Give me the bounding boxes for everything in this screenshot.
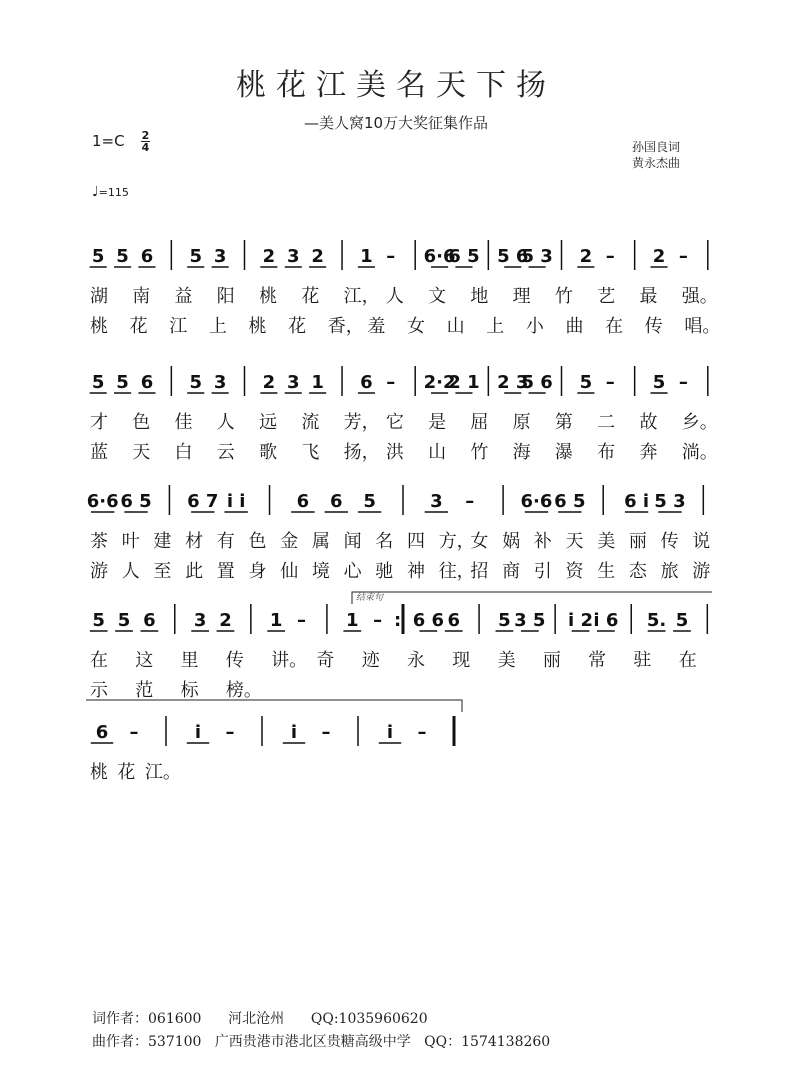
lyric-char: 香， bbox=[327, 316, 364, 337]
score-note: i bbox=[386, 722, 394, 743]
lyric-char: 理 bbox=[512, 286, 531, 307]
lyric-char: 美 bbox=[497, 650, 516, 671]
lyric-char: 人 bbox=[121, 561, 140, 582]
lyric-char: 引 bbox=[533, 561, 552, 582]
lyric-char: 传 bbox=[225, 650, 244, 671]
lyric-char: 现 bbox=[452, 650, 471, 671]
lyric-char: 在 bbox=[678, 650, 697, 671]
score-note: 6·6 bbox=[520, 491, 553, 512]
footer-lyricist-label: 词作者： bbox=[92, 1011, 148, 1027]
quarter-note-icon: ♩ bbox=[92, 184, 99, 200]
lyric-char: 闻 bbox=[343, 531, 362, 552]
lyric-char: 此 bbox=[185, 561, 204, 582]
lyric-char: 身 bbox=[248, 561, 267, 582]
lyric-char: 文 bbox=[428, 286, 447, 307]
score-note: – bbox=[678, 372, 688, 393]
score-note: 5 bbox=[92, 610, 105, 631]
score-note: – bbox=[605, 246, 615, 267]
score-note: 3 bbox=[430, 491, 443, 512]
lyric-char: 竹 bbox=[554, 286, 573, 307]
lyric-char: 在 bbox=[90, 650, 108, 671]
lyric-char: 心 bbox=[343, 561, 362, 582]
score-note: – bbox=[373, 610, 383, 631]
lyric-char: 桃 bbox=[90, 316, 108, 337]
lyric-char: 飞 bbox=[301, 442, 320, 463]
lyric-char: 羞 bbox=[367, 316, 386, 337]
score-note: 2 3 bbox=[497, 372, 529, 393]
score-note: 6·6 bbox=[86, 491, 119, 512]
score-note: 3 bbox=[213, 246, 227, 267]
lyric-char: 女 bbox=[407, 316, 425, 337]
score-note: 6 bbox=[140, 246, 154, 267]
lyric-char: 商 bbox=[502, 561, 521, 582]
score-note: 6 7 bbox=[187, 491, 219, 512]
lyric-char: 在 bbox=[605, 316, 624, 337]
lyric-char: 强。 bbox=[681, 286, 718, 307]
lyric-char: 才 bbox=[90, 412, 108, 433]
ending-bracket-lower bbox=[86, 700, 462, 712]
score-note: 5 6 bbox=[521, 372, 553, 393]
lyric-char: 天 bbox=[565, 531, 584, 552]
score-note: 6 5 bbox=[120, 491, 152, 512]
lyric-char: 范 bbox=[135, 680, 154, 701]
repeat-sign: : bbox=[394, 610, 402, 631]
lyric-char: 布 bbox=[597, 442, 616, 463]
score-note: 5 bbox=[116, 246, 129, 267]
lyric-char: 佳 bbox=[174, 412, 193, 433]
lyric-char: 地 bbox=[470, 286, 489, 307]
footer-composer-label: 曲作者： bbox=[92, 1034, 148, 1050]
lyric-char: 示 bbox=[90, 680, 108, 701]
score-note: 1 bbox=[360, 246, 373, 267]
lyric-char: 远 bbox=[259, 412, 278, 433]
footer-lyricist-zip: 061600 bbox=[148, 1011, 202, 1027]
score-note: 5 6 bbox=[497, 246, 529, 267]
score-note: 3 bbox=[287, 372, 300, 393]
score-note: 2 bbox=[579, 246, 593, 267]
lyric-char: 丽 bbox=[542, 650, 561, 671]
lyric-char: 女 bbox=[470, 531, 489, 552]
lyric-char: 叶 bbox=[121, 531, 140, 552]
score-note: 5 3 bbox=[654, 491, 686, 512]
lyric-char: 迹 bbox=[361, 650, 380, 671]
lyric-char: 天 bbox=[132, 442, 151, 463]
score-note: – bbox=[678, 246, 688, 267]
footer-composer-qq: QQ：1574138260 bbox=[424, 1034, 551, 1050]
score-note: 5. bbox=[646, 610, 667, 631]
lyric-char: 色 bbox=[248, 531, 267, 552]
lyric-char: 四 bbox=[407, 531, 425, 552]
lyric-char: 美 bbox=[597, 531, 616, 552]
lyric-char: 游 bbox=[692, 561, 711, 582]
lyric-char: 传 bbox=[660, 531, 679, 552]
score-note: 2 bbox=[311, 246, 324, 267]
song-subtitle: —美人窝10万大奖征集作品 bbox=[303, 114, 489, 132]
score-note: 5 bbox=[363, 491, 376, 512]
score-note: 5 bbox=[675, 610, 689, 631]
lyric-char: 传 bbox=[644, 316, 663, 337]
footer-composer-line bbox=[92, 1031, 550, 1051]
score-note: – bbox=[465, 491, 475, 512]
lyric-char: 扬， bbox=[343, 442, 380, 463]
lyric-char: 招 bbox=[470, 561, 489, 582]
lyric-char: 境 bbox=[311, 561, 330, 582]
lyric-char: 建 bbox=[153, 531, 172, 552]
lyric-char: 屈 bbox=[470, 412, 489, 433]
lyric-char: 游 bbox=[90, 561, 108, 582]
score-note: i 6 bbox=[593, 610, 619, 631]
score-note: 1 bbox=[346, 610, 359, 631]
lyric-char: 讲。 bbox=[271, 650, 308, 671]
footer-composer-place: 广西贵港市港北区贵糖高级中学 bbox=[214, 1034, 411, 1050]
lyric-char: 往， bbox=[438, 561, 475, 582]
lyric-char: 桃 bbox=[259, 286, 278, 307]
lyric-char: 里 bbox=[180, 650, 199, 671]
lyric-char: 有 bbox=[216, 531, 235, 552]
score-note: 3 bbox=[213, 372, 227, 393]
score-note: 1 bbox=[269, 610, 283, 631]
score-note: 5 bbox=[117, 610, 131, 631]
time-signature-bottom: 4 bbox=[141, 141, 150, 154]
footer-composer-zip: 537100 bbox=[148, 1034, 202, 1050]
score-note: 2 bbox=[219, 610, 232, 631]
lyric-char: 江。 bbox=[144, 762, 181, 783]
lyric-char: 永 bbox=[407, 650, 425, 671]
time-signature-top: 2 bbox=[141, 129, 150, 142]
lyric-char: 南 bbox=[132, 286, 151, 307]
lyric-char: 桃 bbox=[248, 316, 267, 337]
score-note: – bbox=[386, 246, 396, 267]
lyric-char: 这 bbox=[135, 650, 154, 671]
lyric-char: 花 bbox=[288, 316, 307, 337]
score-note: 2 bbox=[262, 372, 276, 393]
score-note: 5 bbox=[189, 246, 202, 267]
score-note: 2 1 bbox=[448, 372, 480, 393]
score-note: i i bbox=[226, 491, 246, 512]
lyric-char: 歌 bbox=[259, 442, 278, 463]
lyric-char: 蓝 bbox=[90, 442, 108, 463]
lyric-char: 它 bbox=[385, 412, 404, 433]
lyric-char: 流 bbox=[301, 412, 320, 433]
lyric-char: 淌。 bbox=[681, 442, 718, 463]
score-note: 2 bbox=[652, 246, 666, 267]
lyric-char: 花 bbox=[117, 762, 136, 783]
score-note: 6 bbox=[143, 610, 156, 631]
lyric-char: 是 bbox=[428, 412, 447, 433]
lyric-char: 瀑 bbox=[554, 442, 573, 463]
lyric-char: 补 bbox=[533, 531, 552, 552]
lyric-char: 最 bbox=[639, 286, 658, 307]
lyric-char: 仙 bbox=[280, 561, 299, 582]
footer-lyricist-place: 河北沧州 bbox=[228, 1011, 285, 1027]
score-note: 6 bbox=[95, 722, 109, 743]
score-note: 6 bbox=[140, 372, 154, 393]
score-note: – bbox=[321, 722, 331, 743]
lyric-char: 生 bbox=[597, 561, 616, 582]
lyric-char: 色 bbox=[132, 412, 151, 433]
lyric-char: 云 bbox=[216, 442, 235, 463]
lyric-char: 丽 bbox=[628, 531, 647, 552]
lyric-char: 材 bbox=[185, 531, 204, 552]
lyric-char: 娲 bbox=[502, 531, 521, 552]
lyric-char: 山 bbox=[428, 442, 447, 463]
ending-bracket bbox=[352, 592, 712, 604]
score-note: – bbox=[417, 722, 427, 743]
ending-annotation: 结束句 bbox=[356, 593, 384, 603]
lyric-char: 奔 bbox=[639, 442, 658, 463]
score-note: 5 bbox=[189, 372, 202, 393]
score-note: i 2 bbox=[568, 610, 594, 631]
score-note: 5 3 bbox=[521, 246, 553, 267]
lyric-char: 人 bbox=[385, 286, 404, 307]
lyric-char: 艺 bbox=[597, 286, 616, 307]
lyric-char: 榜。 bbox=[225, 680, 262, 701]
score-note: 5 bbox=[498, 610, 511, 631]
score-note: 6 5 bbox=[554, 491, 586, 512]
lyricist-credit: 孙国良词 bbox=[632, 140, 681, 154]
lyric-char: 江， bbox=[343, 286, 380, 307]
lyric-char: 资 bbox=[565, 561, 584, 582]
lyric-char: 神 bbox=[407, 561, 425, 582]
lyric-char: 态 bbox=[628, 561, 647, 582]
lyric-char: 故 bbox=[639, 412, 658, 433]
score-rows bbox=[86, 240, 720, 783]
lyric-char: 湖 bbox=[90, 286, 108, 307]
lyric-char: 金 bbox=[280, 531, 299, 552]
score-note: 6 i bbox=[624, 491, 650, 512]
lyric-char: 阳 bbox=[216, 286, 235, 307]
lyric-char: 原 bbox=[512, 412, 531, 433]
score-note: i bbox=[194, 722, 202, 743]
score-note: 5 bbox=[116, 372, 129, 393]
lyric-char: 唱。 bbox=[684, 316, 721, 337]
lyric-char: 标 bbox=[180, 680, 199, 701]
lyric-char: 白 bbox=[174, 442, 193, 463]
score-note: 2 bbox=[262, 246, 276, 267]
score-note: 3 5 bbox=[514, 610, 546, 631]
score-note: – bbox=[605, 372, 615, 393]
score-note: 2·2 bbox=[423, 372, 456, 393]
score-note: 6 bbox=[296, 491, 310, 512]
lyric-char: 旅 bbox=[660, 561, 679, 582]
score-note: 3 bbox=[193, 610, 207, 631]
lyric-char: 洪 bbox=[385, 442, 404, 463]
footer-lyricist-qq: QQ:1035960620 bbox=[310, 1011, 428, 1027]
tempo-value: =115 bbox=[98, 186, 129, 199]
lyric-char: 常 bbox=[588, 650, 607, 671]
lyric-char: 上 bbox=[486, 316, 505, 337]
score-note: 3 bbox=[287, 246, 300, 267]
lyric-char: 第 bbox=[554, 412, 573, 433]
composer-credit: 黄永杰曲 bbox=[632, 156, 681, 170]
lyric-char: 二 bbox=[597, 412, 616, 433]
key-signature: 1=C bbox=[92, 132, 125, 150]
score-note: 6 bbox=[329, 491, 343, 512]
lyric-char: 海 bbox=[512, 442, 531, 463]
footer-lyricist-line bbox=[92, 1008, 428, 1028]
lyric-char: 芳， bbox=[343, 412, 380, 433]
lyric-char: 曲 bbox=[565, 316, 584, 337]
lyric-char: 竹 bbox=[470, 442, 489, 463]
lyric-char: 说 bbox=[692, 531, 711, 552]
lyric-char: 小 bbox=[525, 316, 544, 337]
score-note: i bbox=[290, 722, 298, 743]
lyric-char: 方， bbox=[438, 531, 475, 552]
score-note: 6 bbox=[360, 372, 373, 393]
lyric-char: 山 bbox=[446, 316, 465, 337]
lyric-char: 益 bbox=[174, 286, 193, 307]
lyric-char: 属 bbox=[311, 531, 330, 552]
score-note: 5 bbox=[579, 372, 593, 393]
lyric-char: 奇 bbox=[316, 650, 335, 671]
lyric-char: 乡。 bbox=[681, 412, 718, 433]
score-note: – bbox=[225, 722, 235, 743]
score-note: 6 6 bbox=[412, 610, 445, 631]
lyric-char: 至 bbox=[153, 561, 172, 582]
score-note: 5 bbox=[91, 372, 105, 393]
lyric-char: 花 bbox=[301, 286, 320, 307]
score-note: 6 bbox=[447, 610, 460, 631]
lyric-char: 桃 bbox=[90, 762, 108, 783]
lyric-char: 江 bbox=[169, 316, 188, 337]
score-note: 1 bbox=[311, 372, 324, 393]
score-note: 6 5 bbox=[448, 246, 480, 267]
lyric-char: 名 bbox=[375, 531, 394, 552]
lyric-char: 驰 bbox=[375, 561, 394, 582]
lyric-char: 茶 bbox=[90, 531, 108, 552]
score-note: 5 bbox=[652, 372, 666, 393]
score-note: – bbox=[297, 610, 307, 631]
lyric-char: 驻 bbox=[633, 650, 652, 671]
score-note: 5 bbox=[91, 246, 105, 267]
lyric-char: 花 bbox=[129, 316, 148, 337]
lyric-char: 置 bbox=[216, 561, 235, 582]
score-note: 6·6 bbox=[423, 246, 456, 267]
lyric-char: 上 bbox=[208, 316, 227, 337]
score-note: – bbox=[129, 722, 139, 743]
lyric-char: 人 bbox=[216, 412, 235, 433]
score-note: – bbox=[386, 372, 396, 393]
song-title: 桃花江美名天下扬 bbox=[236, 68, 556, 103]
